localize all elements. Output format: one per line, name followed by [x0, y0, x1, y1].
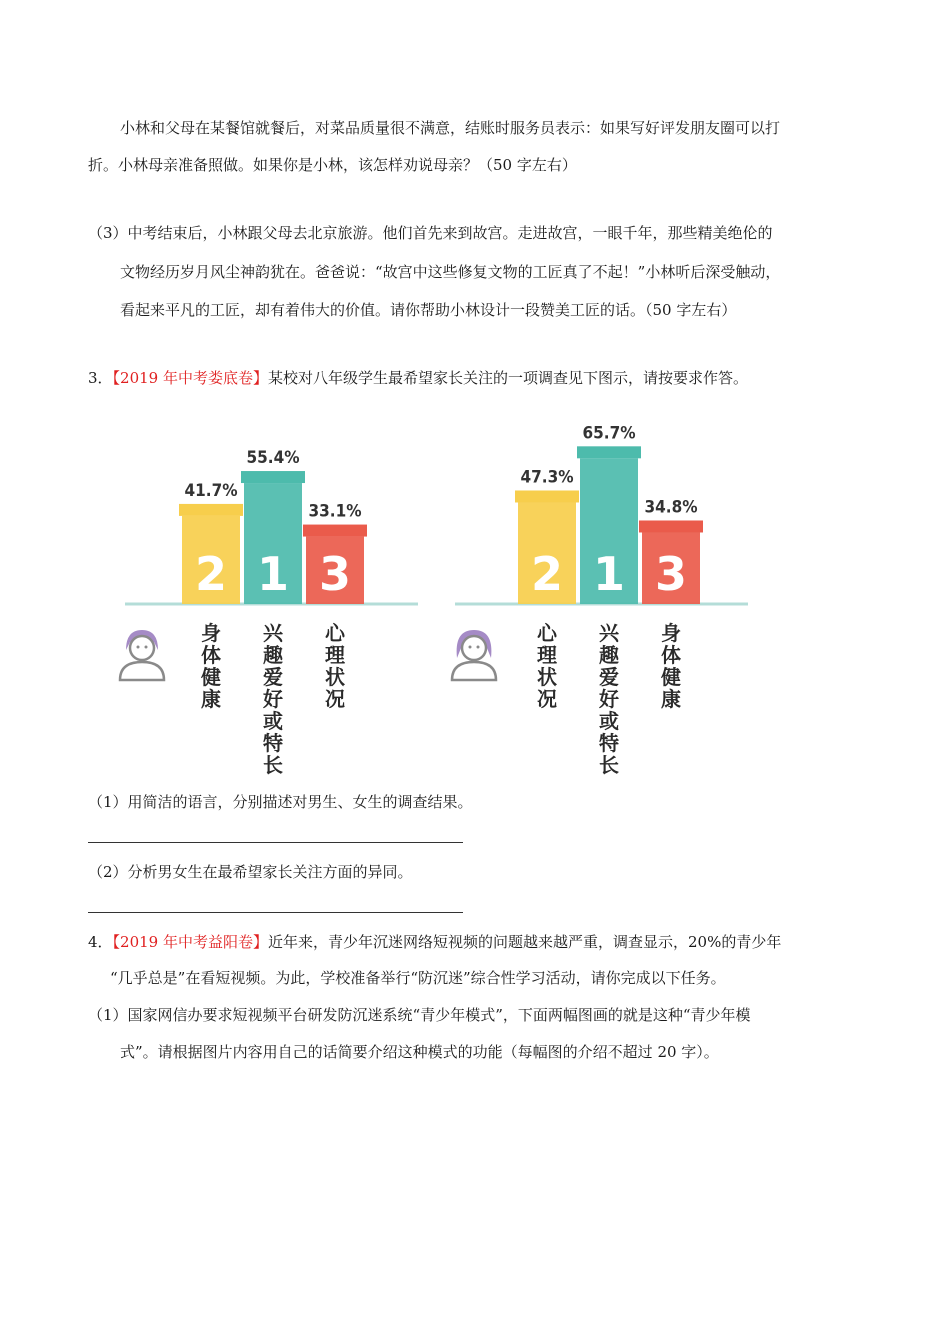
category-label: 爱	[599, 665, 619, 689]
answer-line[interactable]	[88, 912, 463, 913]
avatar-body	[452, 662, 496, 680]
bar-value-label: 33.1%	[308, 501, 362, 522]
bar-rank: 2	[530, 547, 564, 601]
bar-lid	[639, 520, 703, 532]
category-label: 身	[201, 621, 221, 645]
boy-avatar-icon	[120, 630, 164, 680]
bar-value-label: 34.8%	[644, 497, 698, 518]
category-label: 况	[325, 687, 345, 711]
category-label: 健	[201, 665, 221, 689]
category-label: 状	[537, 665, 557, 689]
category-label: 特	[599, 731, 619, 755]
category-label: 理	[325, 643, 345, 667]
paragraph-line: 小林和父母在某餐馆就餐后，对菜品质量很不满意，结账时服务员表示：如果写好评发朋友圈可以打	[120, 119, 781, 137]
avatar-face	[462, 636, 486, 660]
bar-value-label: 55.4%	[246, 448, 300, 469]
question-line: “几乎总是”在看短视频。为此，学校准备举行“防沉迷”综合性学习活动，请你完成以下任务。	[110, 969, 726, 987]
bar-value-label: 65.7%	[582, 423, 636, 444]
category-label: 或	[599, 709, 619, 733]
category-label: 特	[263, 731, 283, 755]
avatar-eye	[137, 646, 140, 649]
category-label: 状	[325, 665, 345, 689]
category-label: 趣	[263, 643, 283, 667]
girl-avatar-icon	[452, 630, 496, 680]
category-label: 爱	[263, 665, 283, 689]
question-text: 某校对八年级学生最希望家长关注的一项调查见下图示，请按要求作答。	[268, 369, 749, 387]
category-label: 健	[661, 665, 681, 689]
chart-girl	[450, 400, 750, 777]
category-label: 理	[537, 643, 557, 667]
category-label: 体	[661, 643, 681, 667]
question-3-heading	[88, 368, 748, 388]
category-label: 好	[263, 687, 283, 711]
category-label: 身	[661, 621, 681, 645]
question-4-heading	[88, 932, 781, 952]
question-line: （3）中考结束后，小林跟父母去北京旅游。他们首先来到故宫。走进故宫，一眼千年，那些精美绝伦的	[88, 224, 773, 242]
bar-rank: 3	[654, 547, 688, 601]
avatar-eye	[145, 646, 148, 649]
question-number: 3．	[88, 369, 113, 387]
category-label: 好	[599, 687, 619, 711]
sub-question-1: （1）用简洁的语言，分别描述对男生、女生的调查结果。	[88, 793, 473, 811]
avatar-body	[120, 662, 164, 680]
category-label: 趣	[599, 643, 619, 667]
category-label: 康	[661, 687, 681, 711]
chart-boy	[120, 420, 420, 777]
bar-rank: 1	[256, 547, 290, 601]
avatar-eye	[469, 646, 472, 649]
bar-value-label: 47.3%	[520, 467, 574, 488]
question-source: 【2019 年中考益阳卷】	[112, 933, 268, 951]
category-label: 心	[325, 621, 345, 645]
category-label: 长	[599, 753, 619, 777]
question-line: 看起来平凡的工匠，却有着伟大的价值。请你帮助小林设计一段赞美工匠的话。（50 字左右）	[120, 301, 737, 319]
bar-lid	[241, 471, 305, 483]
question-line: （1）国家网信办要求短视频平台研发防沉迷系统“青少年模式”，下面两幅图画的就是这种“青少年模	[88, 1006, 751, 1024]
question-source: 【2019 年中考娄底卷】	[112, 369, 268, 387]
question-number: 4．	[88, 933, 113, 951]
category-label: 长	[263, 753, 283, 777]
bar-rank: 1	[592, 547, 626, 601]
avatar-eye	[477, 646, 480, 649]
paragraph-line: 折。小林母亲准备照做。如果你是小林，该怎样劝说母亲？（50 字左右）	[88, 156, 577, 174]
question-text: 近年来，青少年沉迷网络短视频的问题越来越严重，调查显示，20%的青少年	[268, 933, 782, 951]
bar-lid	[515, 490, 579, 502]
answer-line[interactable]	[88, 842, 463, 843]
category-label: 况	[537, 687, 557, 711]
bar-lid	[303, 525, 367, 537]
category-label: 兴	[599, 621, 619, 645]
bar-lid	[179, 504, 243, 516]
category-label: 康	[201, 687, 221, 711]
sub-question-2: （2）分析男女生在最希望家长关注方面的异同。	[88, 863, 413, 881]
category-label: 兴	[263, 621, 283, 645]
category-label: 或	[263, 709, 283, 733]
category-label: 体	[201, 643, 221, 667]
avatar-face	[130, 636, 154, 660]
bar-rank: 2	[194, 547, 228, 601]
bar-rank: 3	[318, 547, 352, 601]
bar-value-label: 41.7%	[184, 480, 238, 501]
bar-lid	[577, 446, 641, 458]
question-line: 文物经历岁月风尘神韵犹在。爸爸说：“故宫中这些修复文物的工匠真了不起！”小林听后深受触动，	[120, 263, 781, 281]
question-line: 式”。请根据图片内容用自己的话简要介绍这种模式的功能（每幅图的介绍不超过 20 字）。	[120, 1043, 719, 1061]
category-label: 心	[537, 621, 557, 645]
